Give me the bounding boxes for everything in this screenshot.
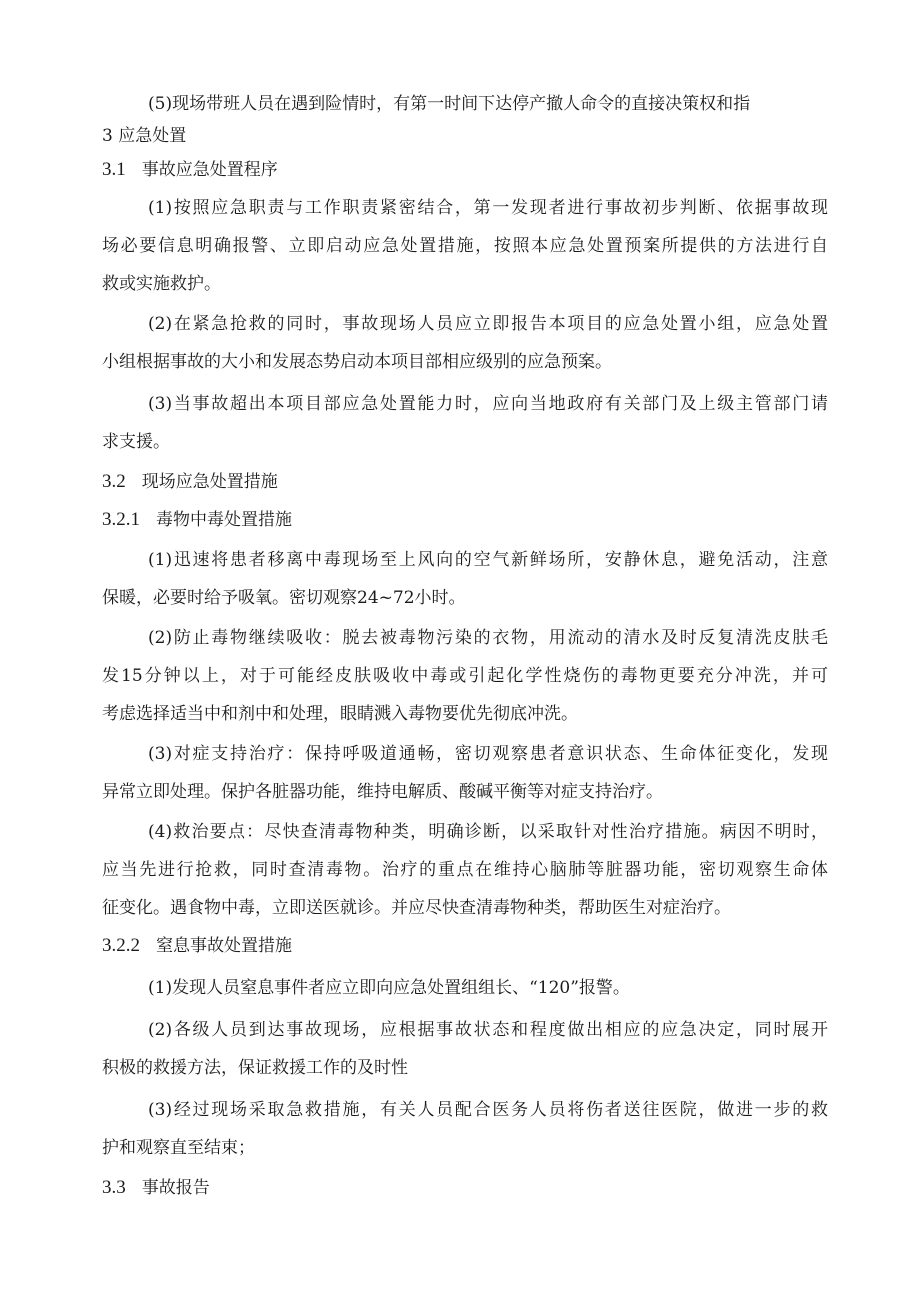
section-heading-3-2 (102, 470, 278, 494)
paragraph-line: (3)对症支持治疗：保持呼吸道通畅，密切观察患者意识状态、生命体征变化，发现 (148, 744, 828, 764)
section-title: 窒息事故处置措施 (156, 936, 292, 956)
section-number: 3.3 (102, 1177, 126, 1198)
paragraph-line: (1)迅速将患者移离中毒现场至上风向的空气新鲜场所，安静休息，避免活动，注意 (148, 550, 828, 570)
section-title: 事故应急处置程序 (141, 160, 278, 180)
section-heading-3: 3 应急处置 (102, 126, 187, 146)
paragraph-line: 应当先进行抢救，同时查清毒物。治疗的重点在维持心脑肺等脏器功能，密切观察生命体 (102, 860, 828, 880)
section-heading-3-2-2 (102, 934, 292, 958)
section-number: 3.2.2 (102, 935, 140, 956)
paragraph-line: (3)当事故超出本项目部应急处置能力时，应向当地政府有关部门及上级主管部门请 (148, 394, 828, 414)
paragraph-line: (3)经过现场采取急救措施，有关人员配合医务人员将伤者送往医院，做进一步的救 (148, 1100, 828, 1120)
paragraph-line: (1)发现人员窒息事件者应立即向应急处置组组长、“120”报警。 (148, 978, 630, 998)
paragraph-line: 求支援。 (102, 432, 170, 452)
paragraph-line: (2)在紧急抢救的同时，事故现场人员应立即报告本项目的应急处置小组，应急处置 (148, 314, 828, 334)
paragraph-line: 小组根据事故的大小和发展态势启动本项目部相应级别的应急预案。 (102, 352, 612, 372)
paragraph-line: 护和观察直至结束； (102, 1138, 255, 1158)
paragraph-line: (1)按照应急职责与工作职责紧密结合，第一发现者进行事故初步判断、依据事故现 (148, 198, 828, 218)
paragraph-line: 救或实施救护。 (102, 274, 221, 294)
paragraph-line: 场必要信息明确报警、立即启动应急处置措施，按照本应急处置预案所提供的方法进行自 (102, 236, 828, 256)
section-title: 毒物中毒处置措施 (156, 510, 292, 530)
section-number: 3.2 (102, 471, 126, 492)
paragraph-line: 考虑选择适当中和剂中和处理，眼睛溅入毒物要优先彻底冲洗。 (102, 704, 578, 724)
paragraph-line: 发15分钟以上，对于可能经皮肤吸收中毒或引起化学性烧伤的毒物更要充分冲洗，并可 (102, 666, 828, 686)
section-heading-3-3 (102, 1176, 210, 1200)
section-heading-3-2-1 (102, 508, 292, 532)
paragraph-line: 保暖，必要时给予吸氧。密切观察24~72小时。 (102, 588, 466, 608)
section-title: 事故报告 (141, 1178, 210, 1198)
paragraph-line: 征变化。遇食物中毒，立即送医就诊。并应尽快查清毒物种类，帮助医生对症治疗。 (102, 898, 731, 918)
paragraph-line: (5)现场带班人员在遇到险情时，有第一时间下达停产撤人命令的直接决策权和指 (148, 94, 751, 114)
paragraph-line: (2)防止毒物继续吸收：脱去被毒物污染的衣物，用流动的清水及时反复清洗皮肤毛 (148, 628, 828, 648)
paragraph-line: 异常立即处理。保护各脏器功能，维持电解质、酸碱平衡等对症支持治疗。 (102, 782, 663, 802)
paragraph-line: (2)各级人员到达事故现场，应根据事故状态和程度做出相应的应急决定，同时展开 (148, 1020, 828, 1040)
paragraph-line: (4)救治要点：尽快查清毒物种类，明确诊断，以采取针对性治疗措施。病因不明时， (148, 822, 828, 842)
section-title: 现场应急处置措施 (141, 472, 278, 492)
section-heading-3-1 (102, 158, 278, 182)
section-number: 3.2.1 (102, 509, 140, 530)
section-number: 3.1 (102, 159, 126, 180)
paragraph-line: 积极的救援方法，保证救援工作的及时性 (102, 1058, 408, 1078)
